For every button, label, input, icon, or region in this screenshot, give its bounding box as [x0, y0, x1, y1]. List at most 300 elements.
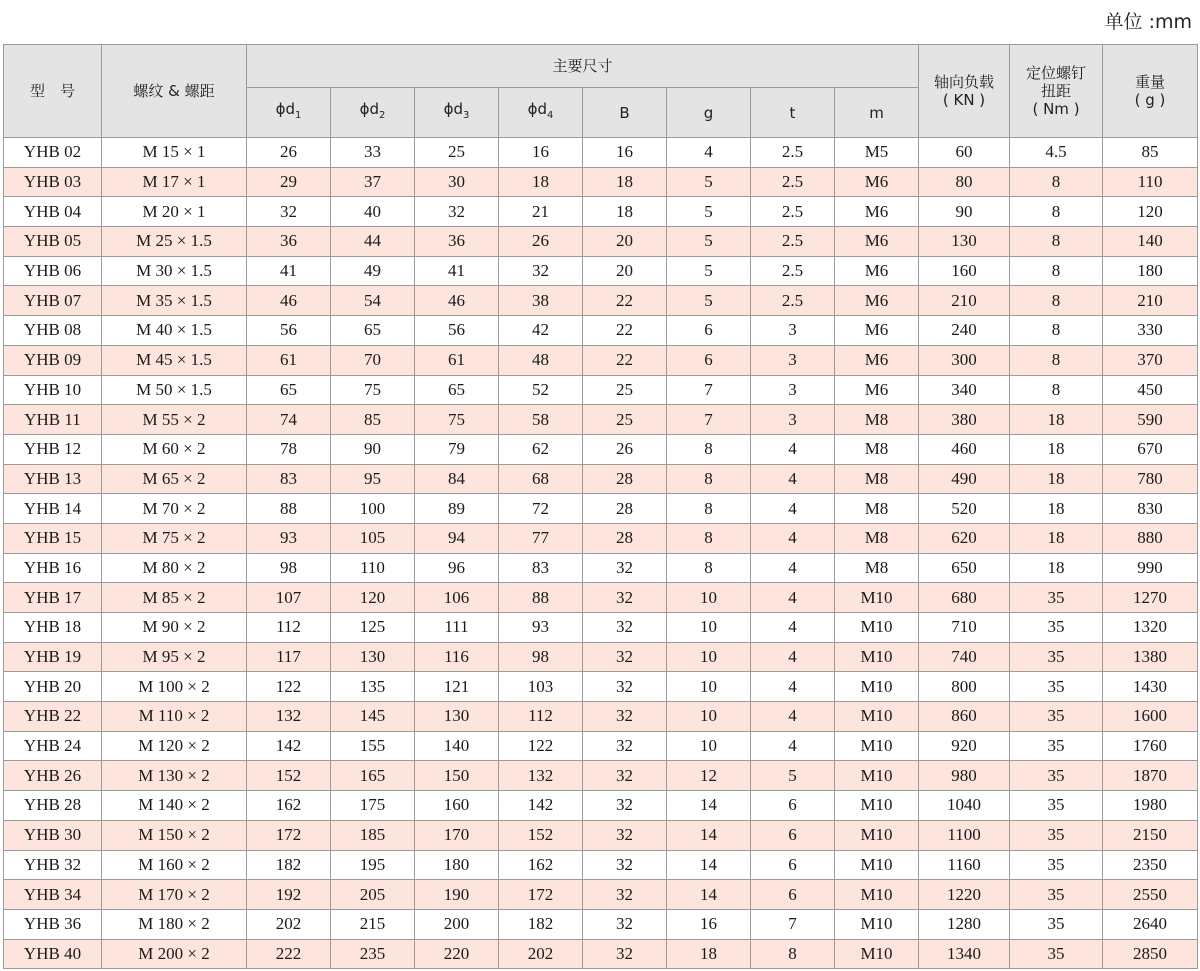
- cell-t: 2.5: [751, 286, 835, 316]
- cell-model: YHB 15: [4, 523, 102, 553]
- cell-thread: M 55 × 2: [102, 405, 247, 435]
- cell-d4: 93: [499, 613, 583, 643]
- cell-torque: 35: [1010, 613, 1103, 643]
- cell-d1: 32: [247, 197, 331, 227]
- cell-m: M5: [835, 138, 919, 168]
- cell-b: 20: [583, 256, 667, 286]
- cell-weight: 2850: [1103, 939, 1198, 969]
- cell-g: 5: [667, 227, 751, 257]
- cell-d2: 165: [331, 761, 415, 791]
- header-dim-subscript: 1: [295, 110, 302, 121]
- cell-torque: 8: [1010, 316, 1103, 346]
- cell-d2: 75: [331, 375, 415, 405]
- cell-d4: 142: [499, 791, 583, 821]
- cell-weight: 1870: [1103, 761, 1198, 791]
- cell-model: YHB 24: [4, 731, 102, 761]
- cell-thread: M 50 × 1.5: [102, 375, 247, 405]
- header-dim-3: [499, 88, 583, 138]
- cell-weight: 670: [1103, 434, 1198, 464]
- cell-t: 7: [751, 909, 835, 939]
- cell-axial-load: 460: [919, 434, 1010, 464]
- cell-b: 32: [583, 791, 667, 821]
- cell-weight: 2640: [1103, 909, 1198, 939]
- cell-d3: 96: [415, 553, 499, 583]
- cell-thread: M 17 × 1: [102, 167, 247, 197]
- cell-g: 8: [667, 434, 751, 464]
- cell-t: 2.5: [751, 256, 835, 286]
- cell-axial-load: 800: [919, 672, 1010, 702]
- cell-model: YHB 32: [4, 850, 102, 880]
- cell-weight: 120: [1103, 197, 1198, 227]
- cell-b: 28: [583, 464, 667, 494]
- cell-thread: M 85 × 2: [102, 583, 247, 613]
- cell-m: M10: [835, 642, 919, 672]
- table-row: [4, 464, 1198, 494]
- cell-t: 4: [751, 731, 835, 761]
- header-row-top: [4, 45, 1198, 88]
- table-row: [4, 642, 1198, 672]
- cell-thread: M 100 × 2: [102, 672, 247, 702]
- cell-d4: 68: [499, 464, 583, 494]
- cell-torque: 8: [1010, 286, 1103, 316]
- cell-d2: 120: [331, 583, 415, 613]
- cell-b: 28: [583, 494, 667, 524]
- cell-d4: 88: [499, 583, 583, 613]
- cell-b: 32: [583, 880, 667, 910]
- cell-d2: 175: [331, 791, 415, 821]
- cell-d1: 142: [247, 731, 331, 761]
- cell-model: YHB 40: [4, 939, 102, 969]
- cell-m: M10: [835, 613, 919, 643]
- table-row: [4, 345, 1198, 375]
- cell-d3: 111: [415, 613, 499, 643]
- cell-t: 3: [751, 375, 835, 405]
- cell-t: 6: [751, 820, 835, 850]
- cell-d3: 84: [415, 464, 499, 494]
- cell-g: 18: [667, 939, 751, 969]
- cell-d1: 83: [247, 464, 331, 494]
- cell-model: YHB 07: [4, 286, 102, 316]
- table-row: [4, 880, 1198, 910]
- cell-model: YHB 17: [4, 583, 102, 613]
- cell-m: M8: [835, 523, 919, 553]
- header-thread: 螺纹 & 螺距: [102, 45, 247, 138]
- cell-axial-load: 710: [919, 613, 1010, 643]
- cell-t: 2.5: [751, 167, 835, 197]
- cell-b: 32: [583, 553, 667, 583]
- cell-torque: 35: [1010, 583, 1103, 613]
- cell-d1: 88: [247, 494, 331, 524]
- cell-thread: M 200 × 2: [102, 939, 247, 969]
- table-row: [4, 672, 1198, 702]
- cell-g: 14: [667, 850, 751, 880]
- cell-d4: 162: [499, 850, 583, 880]
- cell-d2: 110: [331, 553, 415, 583]
- cell-g: 5: [667, 167, 751, 197]
- cell-d1: 117: [247, 642, 331, 672]
- cell-d1: 61: [247, 345, 331, 375]
- cell-m: M10: [835, 909, 919, 939]
- cell-thread: M 65 × 2: [102, 464, 247, 494]
- table-row: [4, 702, 1198, 732]
- cell-b: 32: [583, 820, 667, 850]
- cell-d4: 16: [499, 138, 583, 168]
- cell-g: 4: [667, 138, 751, 168]
- cell-m: M6: [835, 375, 919, 405]
- cell-d4: 182: [499, 909, 583, 939]
- cell-d4: 122: [499, 731, 583, 761]
- cell-axial-load: 1340: [919, 939, 1010, 969]
- cell-m: M10: [835, 850, 919, 880]
- header-dim-base: ϕd: [443, 100, 464, 118]
- header-dim-base: g: [703, 103, 714, 122]
- cell-axial-load: 980: [919, 761, 1010, 791]
- cell-torque: 18: [1010, 434, 1103, 464]
- cell-thread: M 140 × 2: [102, 791, 247, 821]
- cell-model: YHB 26: [4, 761, 102, 791]
- cell-d2: 135: [331, 672, 415, 702]
- cell-d2: 90: [331, 434, 415, 464]
- cell-weight: 85: [1103, 138, 1198, 168]
- cell-axial-load: 160: [919, 256, 1010, 286]
- cell-weight: 1980: [1103, 791, 1198, 821]
- cell-axial-load: 860: [919, 702, 1010, 732]
- cell-g: 7: [667, 375, 751, 405]
- cell-d2: 49: [331, 256, 415, 286]
- cell-torque: 8: [1010, 256, 1103, 286]
- table-row: [4, 375, 1198, 405]
- cell-thread: M 15 × 1: [102, 138, 247, 168]
- cell-t: 6: [751, 791, 835, 821]
- cell-d4: 77: [499, 523, 583, 553]
- cell-d3: 106: [415, 583, 499, 613]
- cell-t: 6: [751, 850, 835, 880]
- cell-axial-load: 740: [919, 642, 1010, 672]
- cell-axial-load: 340: [919, 375, 1010, 405]
- table-row: [4, 256, 1198, 286]
- cell-weight: 180: [1103, 256, 1198, 286]
- header-dim-subscript: 3: [463, 110, 470, 121]
- cell-axial-load: 490: [919, 464, 1010, 494]
- cell-d3: 36: [415, 227, 499, 257]
- cell-torque: 8: [1010, 375, 1103, 405]
- cell-b: 18: [583, 167, 667, 197]
- table-row: [4, 850, 1198, 880]
- cell-d2: 205: [331, 880, 415, 910]
- cell-axial-load: 1040: [919, 791, 1010, 821]
- cell-weight: 450: [1103, 375, 1198, 405]
- cell-b: 22: [583, 286, 667, 316]
- cell-b: 32: [583, 583, 667, 613]
- cell-torque: 8: [1010, 345, 1103, 375]
- cell-d1: 98: [247, 553, 331, 583]
- cell-thread: M 110 × 2: [102, 702, 247, 732]
- cell-d1: 65: [247, 375, 331, 405]
- cell-d4: 42: [499, 316, 583, 346]
- cell-b: 25: [583, 405, 667, 435]
- cell-torque: 18: [1010, 553, 1103, 583]
- cell-d1: 132: [247, 702, 331, 732]
- cell-d4: 83: [499, 553, 583, 583]
- cell-d2: 40: [331, 197, 415, 227]
- cell-thread: M 60 × 2: [102, 434, 247, 464]
- cell-d1: 93: [247, 523, 331, 553]
- cell-axial-load: 60: [919, 138, 1010, 168]
- cell-axial-load: 1100: [919, 820, 1010, 850]
- cell-g: 5: [667, 256, 751, 286]
- header-dim-6: [751, 88, 835, 138]
- cell-weight: 1760: [1103, 731, 1198, 761]
- cell-model: YHB 18: [4, 613, 102, 643]
- unit-label: 单位 :mm: [1104, 11, 1192, 33]
- cell-axial-load: 90: [919, 197, 1010, 227]
- cell-thread: M 150 × 2: [102, 820, 247, 850]
- cell-b: 32: [583, 939, 667, 969]
- cell-weight: 1320: [1103, 613, 1198, 643]
- header-dim-base: t: [789, 103, 796, 122]
- cell-d2: 95: [331, 464, 415, 494]
- cell-model: YHB 16: [4, 553, 102, 583]
- header-main-dims: 主要尺寸: [247, 45, 919, 88]
- cell-weight: 1270: [1103, 583, 1198, 613]
- cell-d2: 70: [331, 345, 415, 375]
- cell-torque: 35: [1010, 939, 1103, 969]
- cell-g: 10: [667, 642, 751, 672]
- cell-axial-load: 650: [919, 553, 1010, 583]
- cell-torque: 35: [1010, 880, 1103, 910]
- cell-axial-load: 520: [919, 494, 1010, 524]
- table-row: [4, 553, 1198, 583]
- cell-thread: M 90 × 2: [102, 613, 247, 643]
- cell-g: 10: [667, 583, 751, 613]
- cell-t: 2.5: [751, 138, 835, 168]
- cell-model: YHB 06: [4, 256, 102, 286]
- cell-d4: 132: [499, 761, 583, 791]
- cell-b: 20: [583, 227, 667, 257]
- cell-torque: 8: [1010, 197, 1103, 227]
- cell-model: YHB 14: [4, 494, 102, 524]
- cell-axial-load: 300: [919, 345, 1010, 375]
- cell-d3: 65: [415, 375, 499, 405]
- cell-weight: 990: [1103, 553, 1198, 583]
- cell-model: YHB 11: [4, 405, 102, 435]
- cell-m: M10: [835, 731, 919, 761]
- cell-weight: 1600: [1103, 702, 1198, 732]
- cell-axial-load: 240: [919, 316, 1010, 346]
- cell-b: 28: [583, 523, 667, 553]
- cell-m: M10: [835, 761, 919, 791]
- cell-g: 8: [667, 553, 751, 583]
- cell-b: 22: [583, 345, 667, 375]
- cell-weight: 830: [1103, 494, 1198, 524]
- cell-d4: 26: [499, 227, 583, 257]
- cell-d1: 46: [247, 286, 331, 316]
- header-dim-base: B: [619, 103, 630, 122]
- cell-t: 4: [751, 523, 835, 553]
- cell-thread: M 70 × 2: [102, 494, 247, 524]
- cell-d2: 155: [331, 731, 415, 761]
- cell-m: M8: [835, 553, 919, 583]
- cell-g: 8: [667, 494, 751, 524]
- cell-torque: 35: [1010, 702, 1103, 732]
- cell-d3: 79: [415, 434, 499, 464]
- cell-t: 4: [751, 702, 835, 732]
- header-dim-base: ϕd: [359, 100, 380, 118]
- table-body: [4, 138, 1198, 969]
- cell-axial-load: 1160: [919, 850, 1010, 880]
- cell-t: 4: [751, 672, 835, 702]
- cell-d4: 21: [499, 197, 583, 227]
- cell-g: 8: [667, 523, 751, 553]
- cell-d1: 172: [247, 820, 331, 850]
- cell-g: 10: [667, 672, 751, 702]
- cell-t: 4: [751, 464, 835, 494]
- table-row: [4, 494, 1198, 524]
- cell-d4: 172: [499, 880, 583, 910]
- cell-weight: 780: [1103, 464, 1198, 494]
- table-row: [4, 909, 1198, 939]
- cell-torque: 18: [1010, 523, 1103, 553]
- cell-axial-load: 210: [919, 286, 1010, 316]
- cell-g: 12: [667, 761, 751, 791]
- cell-model: YHB 10: [4, 375, 102, 405]
- table-row: [4, 761, 1198, 791]
- cell-d4: 18: [499, 167, 583, 197]
- cell-g: 14: [667, 820, 751, 850]
- table-row: [4, 820, 1198, 850]
- cell-torque: 18: [1010, 464, 1103, 494]
- header-model: 型 号: [4, 45, 102, 138]
- header-dim-7: [835, 88, 919, 138]
- header-dim-0: [247, 88, 331, 138]
- cell-d1: 78: [247, 434, 331, 464]
- cell-b: 32: [583, 909, 667, 939]
- cell-t: 3: [751, 316, 835, 346]
- cell-m: M6: [835, 227, 919, 257]
- cell-thread: M 40 × 1.5: [102, 316, 247, 346]
- table-row: [4, 167, 1198, 197]
- cell-m: M6: [835, 345, 919, 375]
- cell-d4: 62: [499, 434, 583, 464]
- cell-d3: 41: [415, 256, 499, 286]
- cell-g: 10: [667, 731, 751, 761]
- cell-torque: 35: [1010, 850, 1103, 880]
- cell-m: M10: [835, 820, 919, 850]
- cell-m: M6: [835, 167, 919, 197]
- cell-d1: 222: [247, 939, 331, 969]
- cell-m: M6: [835, 286, 919, 316]
- cell-axial-load: 80: [919, 167, 1010, 197]
- cell-d1: 26: [247, 138, 331, 168]
- table-row: [4, 523, 1198, 553]
- cell-g: 14: [667, 791, 751, 821]
- cell-d2: 215: [331, 909, 415, 939]
- cell-torque: 8: [1010, 227, 1103, 257]
- cell-b: 32: [583, 761, 667, 791]
- cell-d3: 32: [415, 197, 499, 227]
- cell-b: 32: [583, 850, 667, 880]
- cell-d1: 36: [247, 227, 331, 257]
- cell-b: 32: [583, 731, 667, 761]
- cell-m: M6: [835, 256, 919, 286]
- header-dim-1: [331, 88, 415, 138]
- cell-b: 18: [583, 197, 667, 227]
- cell-thread: M 45 × 1.5: [102, 345, 247, 375]
- cell-torque: 18: [1010, 405, 1103, 435]
- cell-d4: 202: [499, 939, 583, 969]
- cell-d3: 170: [415, 820, 499, 850]
- header-dim-subscript: 2: [379, 110, 386, 121]
- cell-d2: 185: [331, 820, 415, 850]
- cell-m: M8: [835, 494, 919, 524]
- cell-d3: 46: [415, 286, 499, 316]
- cell-d4: 72: [499, 494, 583, 524]
- cell-t: 3: [751, 405, 835, 435]
- header-weight: 重量 ( g ): [1103, 45, 1198, 138]
- cell-g: 5: [667, 286, 751, 316]
- cell-g: 10: [667, 702, 751, 732]
- cell-t: 2.5: [751, 227, 835, 257]
- cell-weight: 210: [1103, 286, 1198, 316]
- cell-torque: 35: [1010, 731, 1103, 761]
- cell-thread: M 75 × 2: [102, 523, 247, 553]
- table-row: [4, 286, 1198, 316]
- cell-d4: 103: [499, 672, 583, 702]
- cell-thread: M 180 × 2: [102, 909, 247, 939]
- cell-model: YHB 02: [4, 138, 102, 168]
- cell-d2: 65: [331, 316, 415, 346]
- cell-d2: 33: [331, 138, 415, 168]
- cell-d3: 190: [415, 880, 499, 910]
- table-row: [4, 434, 1198, 464]
- cell-axial-load: 1220: [919, 880, 1010, 910]
- cell-thread: M 170 × 2: [102, 880, 247, 910]
- cell-thread: M 130 × 2: [102, 761, 247, 791]
- cell-model: YHB 20: [4, 672, 102, 702]
- cell-m: M10: [835, 583, 919, 613]
- table-row: [4, 138, 1198, 168]
- cell-b: 32: [583, 672, 667, 702]
- cell-d2: 125: [331, 613, 415, 643]
- cell-torque: 35: [1010, 791, 1103, 821]
- cell-m: M8: [835, 405, 919, 435]
- cell-d3: 180: [415, 850, 499, 880]
- cell-g: 8: [667, 464, 751, 494]
- header-dim-5: [667, 88, 751, 138]
- cell-d2: 130: [331, 642, 415, 672]
- cell-thread: M 20 × 1: [102, 197, 247, 227]
- cell-axial-load: 920: [919, 731, 1010, 761]
- table-row: [4, 227, 1198, 257]
- cell-d3: 150: [415, 761, 499, 791]
- cell-thread: M 80 × 2: [102, 553, 247, 583]
- cell-torque: 35: [1010, 909, 1103, 939]
- cell-m: M10: [835, 939, 919, 969]
- cell-model: YHB 34: [4, 880, 102, 910]
- cell-axial-load: 130: [919, 227, 1010, 257]
- cell-d2: 37: [331, 167, 415, 197]
- cell-weight: 1380: [1103, 642, 1198, 672]
- table-row: [4, 791, 1198, 821]
- cell-b: 25: [583, 375, 667, 405]
- cell-d3: 89: [415, 494, 499, 524]
- cell-weight: 370: [1103, 345, 1198, 375]
- cell-m: M10: [835, 672, 919, 702]
- table-row: [4, 197, 1198, 227]
- cell-model: YHB 08: [4, 316, 102, 346]
- cell-axial-load: 1280: [919, 909, 1010, 939]
- cell-torque: 35: [1010, 820, 1103, 850]
